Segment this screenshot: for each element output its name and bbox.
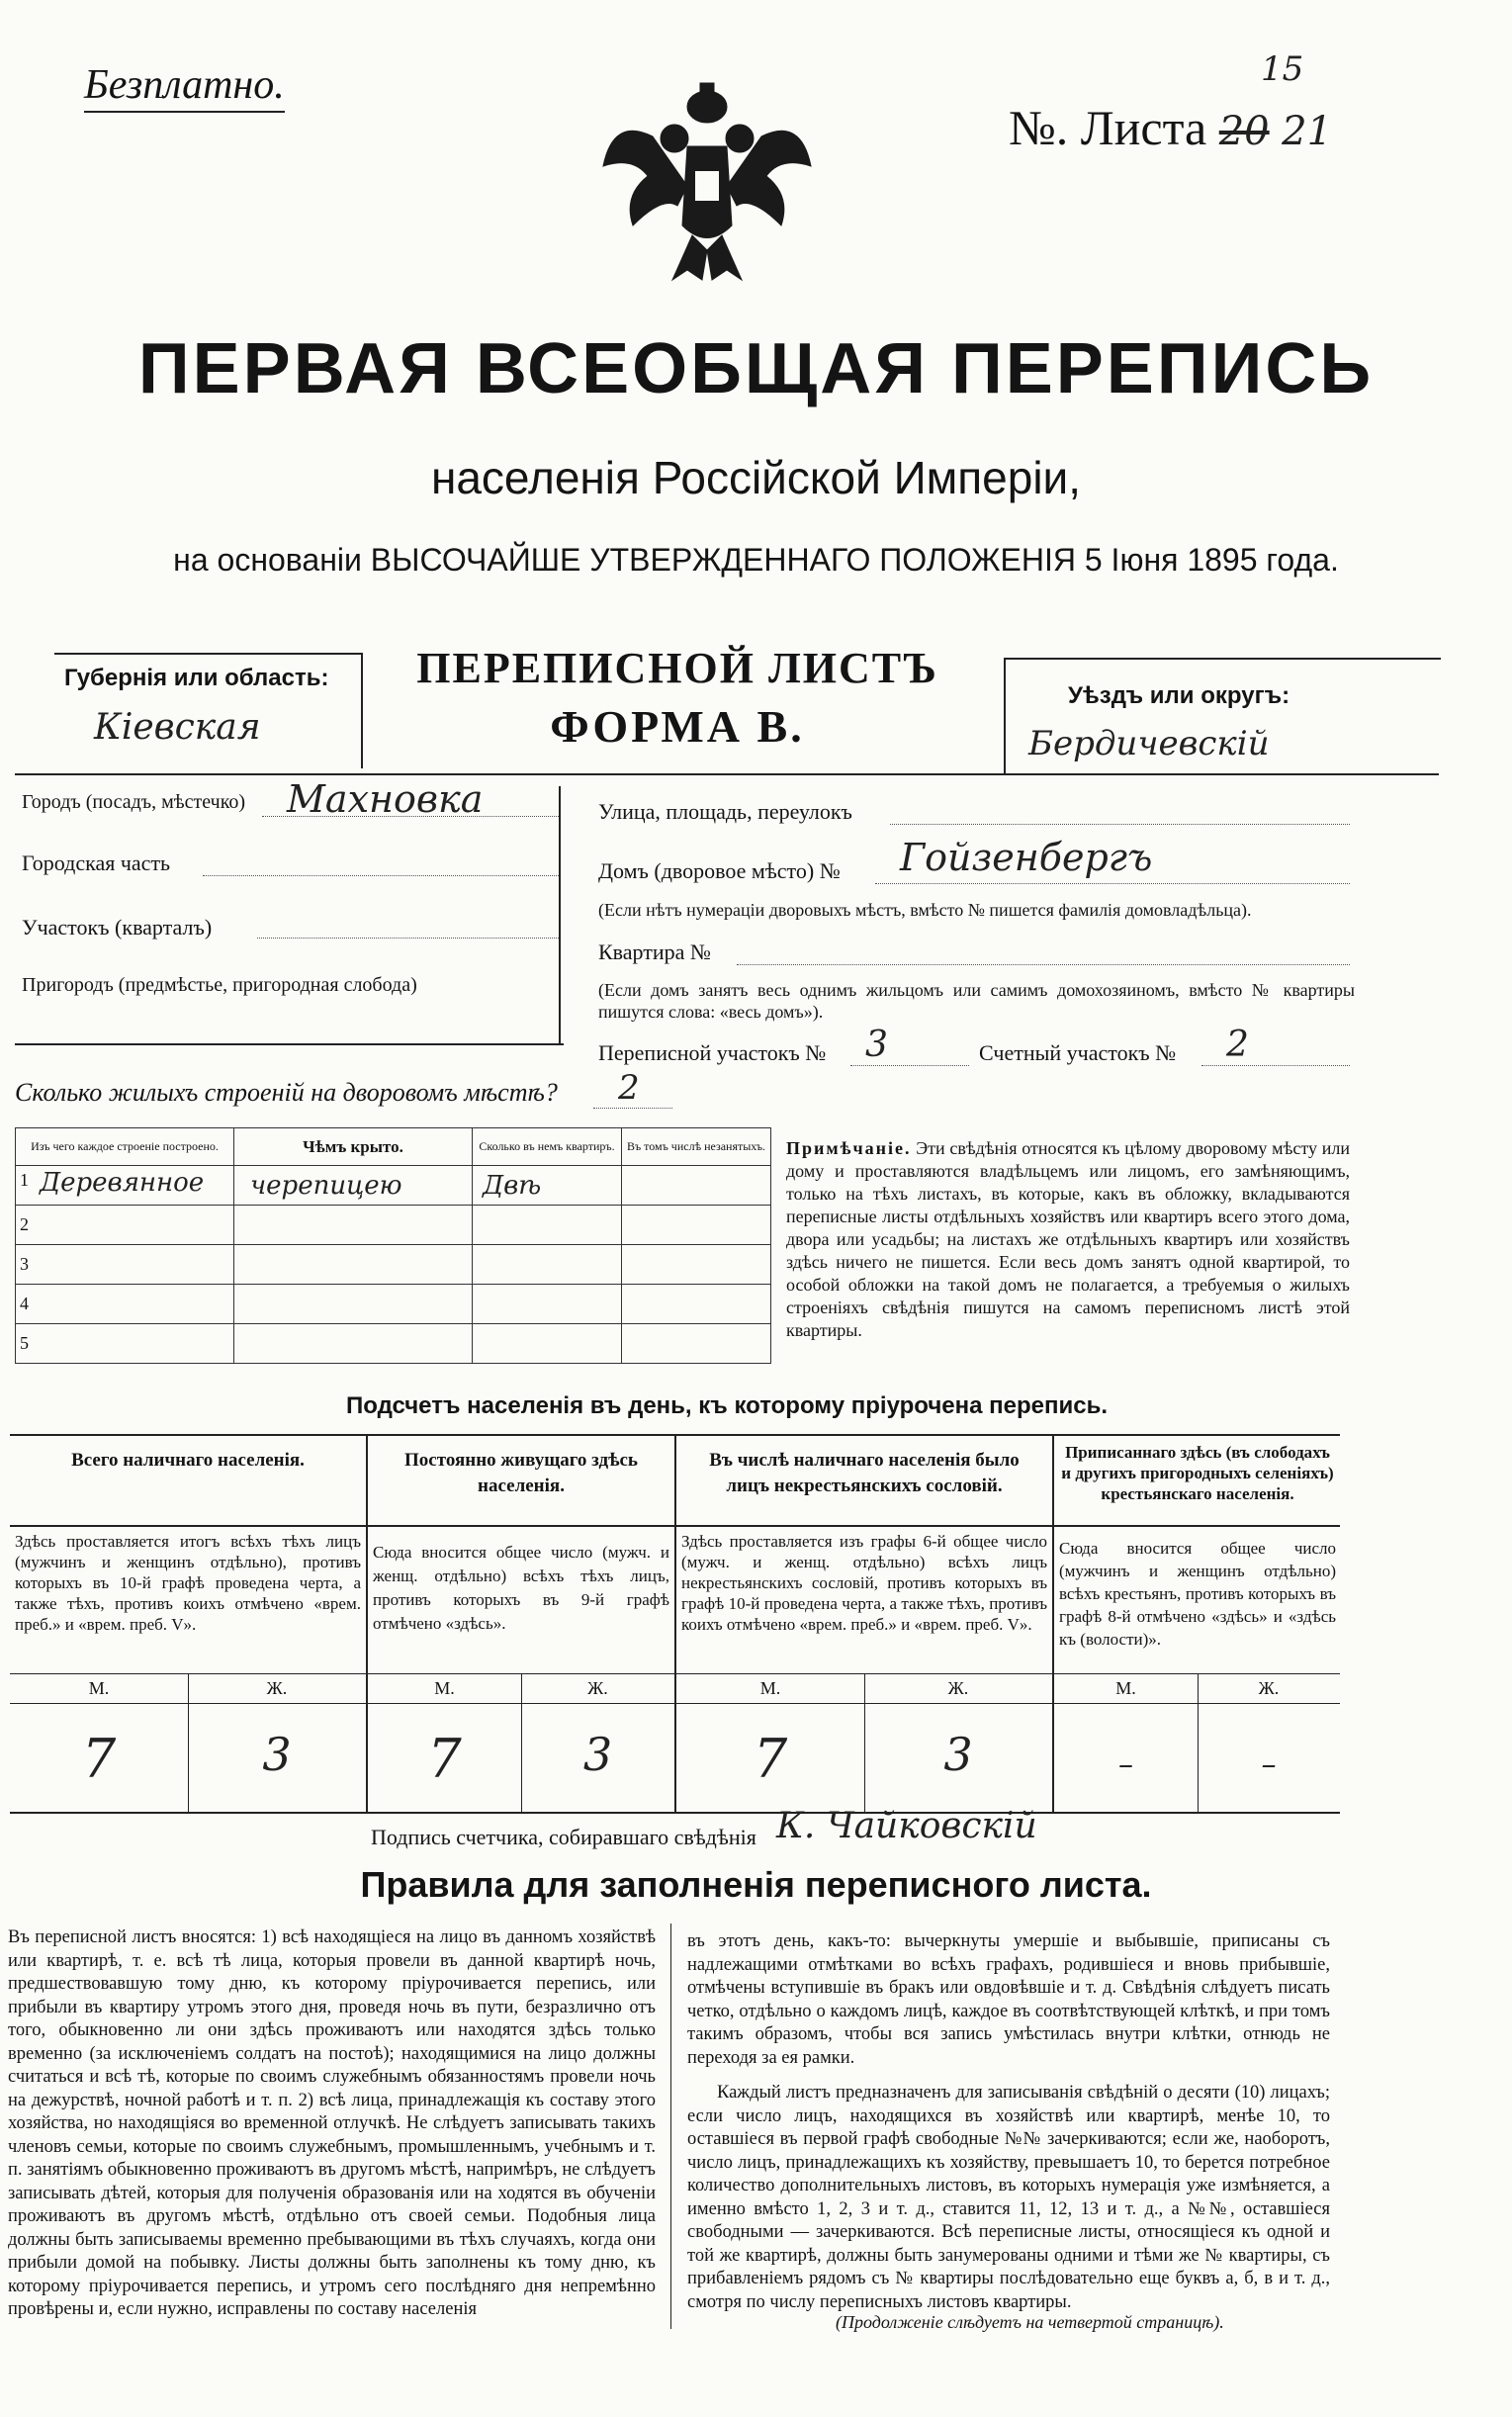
rules-right-column-1: въ этотъ день, какъ-то: вычеркнуты умершіе и выбывшіе, приписаны съ надлежащими отмѣтками во всѣхъ графахъ, родившіеся и вновь прибывшіе, отмѣчены вступившіе въ бракъ или овдовѣвшіе и т. д. Свѣдѣнія слѣдуетъ писать четко, отдѣльно о каждомъ лицѣ, каждое въ соотвѣтствующей клѣткѣ, и при томъ такимъ образомъ, чтобы вся запись умѣстилась внутри клѣтки, отнюдь не переходя за ея рамки. bbox=[687, 1931, 1330, 2068]
pop-col1-f: 3 bbox=[262, 1728, 292, 1781]
rules-continuation: (Продолженіе слѣдуетъ на четвертой страницѣ). bbox=[836, 2312, 1224, 2332]
pop-col4-m: – bbox=[1118, 1747, 1133, 1782]
apartment-note: (Если домъ занятъ весь однимъ жильцомъ или самимъ домохозяиномъ, вмѣсто № квартиры пишутся слова: «весь домъ»). bbox=[598, 980, 1355, 1022]
buildings-question: Сколько жилыхъ строеній на дворовомъ мѣстѣ? bbox=[15, 1078, 558, 1107]
pop-col2-f-label: Ж. bbox=[587, 1678, 608, 1698]
guberniya-value: Кіевская bbox=[94, 707, 261, 748]
row-number: 5 bbox=[16, 1324, 234, 1364]
apartment-label: Квартира № bbox=[598, 940, 711, 964]
pop-col1-m: 7 bbox=[81, 1728, 117, 1790]
buildings-col-material: Изъ чего каждое строеніе построено. bbox=[16, 1128, 234, 1166]
table-row bbox=[16, 1245, 771, 1285]
count-district-value: 2 bbox=[1226, 1025, 1249, 1065]
pop-col2-m-label: М. bbox=[434, 1678, 455, 1698]
row-material: Деревянное bbox=[40, 1168, 205, 1198]
rules-right-column-2: Каждый листъ предназначенъ для записыванія свѣдѣній о десяти (10) лицахъ; если число лицъ, находящихся въ хозяйствѣ или квартирѣ, менѣе 10, то оставшіеся въ первой графѣ свободные №№ зачеркиваются; если же, наоборотъ, число лицъ, принадлежащихъ къ хозяйству, превышаетъ 10, то берется потребное количество дополнительныхъ листовъ, въ которыхъ нумерація уже измѣняется, а именно вмѣсто 1, 2, 3 и т. д., ставится 11, 12, 13 и т. д., а №№, оставшіеся свободными — зачеркиваются. Всѣ переписные листы, относящіеся къ одной и той же квартирѣ, должны быть занумерованы одними и тѣми же № квартиры, съ прибавленіемъ рядомъ съ № квартиры послѣдовательно еще буквъ а, б, в и т. д., смотря по числу переписныхъ листовъ квартиры. bbox=[687, 2083, 1330, 2312]
row-number: 2 bbox=[16, 1206, 234, 1245]
table-row bbox=[16, 1206, 771, 1245]
census-district-label: Переписной участокъ № bbox=[598, 1040, 827, 1065]
table-row bbox=[16, 1285, 771, 1324]
pop-col3-f: 3 bbox=[943, 1728, 973, 1781]
basis-line: на основаніи ВЫСОЧАЙШЕ УТВЕРЖДЕННАГО ПОЛОЖЕНІЯ 5 Іюня 1895 года. bbox=[173, 542, 1339, 578]
sheet-number: 21 bbox=[1282, 109, 1333, 154]
city-value: Махновка bbox=[287, 777, 484, 821]
stamp-number: 15 bbox=[1261, 49, 1304, 89]
sheet-label: №. Листа bbox=[1009, 100, 1207, 155]
free-label: Безплатно. bbox=[84, 61, 285, 113]
buildings-col-vacant: Въ томъ числѣ незанятыхъ. bbox=[622, 1128, 771, 1166]
pop-col1-f-label: Ж. bbox=[266, 1678, 288, 1698]
sheet-title: ПЕРЕПИСНОЙ ЛИСТЪ bbox=[416, 644, 938, 692]
city-label: Городъ (посадъ, мѣстечко) bbox=[22, 791, 246, 813]
row-number: 1 bbox=[20, 1170, 29, 1190]
suburb-label: Пригородъ (предмѣстье, пригородная слобода) bbox=[22, 974, 417, 996]
buildings-col-roof: Чѣмъ крыто. bbox=[234, 1128, 473, 1166]
form-title: ФОРМА В. bbox=[550, 701, 805, 752]
pop-col2-f: 3 bbox=[582, 1728, 613, 1781]
row-apartments: Двѣ bbox=[473, 1166, 622, 1206]
main-title: ПЕРВАЯ ВСЕОБЩАЯ ПЕРЕПИСЬ bbox=[137, 329, 1375, 408]
row-vacant bbox=[622, 1166, 771, 1206]
row-roof: черепицею bbox=[234, 1166, 473, 1206]
pop-col3-m-label: М. bbox=[759, 1678, 781, 1698]
note-text: Эти свѣдѣнія относятся къ цѣлому дворовому мѣсту или дому и проставляются владѣльцемъ или лицомъ, его замѣняющимъ, только на тѣхъ листахъ, въ которые, какъ въ обложку, вкладываются переписные листы отдѣльныхъ хозяйствъ или квартиръ всего этого дома, двора или усадьбы; на листахъ же отдѣльныхъ квартиръ или хозяйствъ здѣсь ничего не пишется. Если весь домъ занятъ одной квартирой, то особой обложки на такой домъ не полагается, а требуемыя о жилыхъ строеніяхъ свѣдѣнія пишутся на самомъ переписномъ листѣ этой квартиры. bbox=[786, 1138, 1350, 1340]
pop-col1-header: Всего наличнаго населенія. bbox=[71, 1450, 305, 1471]
pop-col1-desc: Здѣсь проставляется итогъ всѣхъ тѣхъ лицъ (мужчинъ и женщинъ отдѣльно), противъ которыхъ въ 10-й графѣ проведена черта, а также тѣхъ, противъ коихъ отмѣчено «врем. преб.» и «врем. преб. V». bbox=[15, 1532, 361, 1634]
pop-col2-header: Постоянно живущаго здѣсь населенія. bbox=[404, 1450, 638, 1496]
city-part-label: Городская часть bbox=[22, 850, 171, 875]
pop-col4-f: – bbox=[1261, 1747, 1277, 1782]
buildings-col-apartments: Сколько въ немъ квартиръ. bbox=[473, 1128, 622, 1166]
signature-label: Подпись счетчика, собиравшаго свѣдѣнія bbox=[371, 1825, 756, 1849]
count-district-label: Счетный участокъ № bbox=[979, 1040, 1177, 1065]
table-row bbox=[16, 1166, 771, 1206]
pop-col2-desc: Сюда вносится общее число (мужч. и женщ. отдѣльно) всѣхъ тѣхъ лицъ, противъ которыхъ въ 9-й графѣ отмѣчено «здѣсь». bbox=[373, 1543, 669, 1633]
precinct-label: Участокъ (кварталъ) bbox=[22, 915, 213, 940]
eagle-emblem-icon bbox=[593, 77, 821, 285]
table-row bbox=[16, 1324, 771, 1364]
uezd-label: Уѣздъ или округъ: bbox=[1068, 682, 1290, 709]
pop-col3-header: Въ числѣ наличнаго населенія было лицъ некрестьянскихъ сословій. bbox=[709, 1450, 1020, 1496]
uezd-value: Бердичевскій bbox=[1028, 724, 1270, 763]
guberniya-label: Губернія или область: bbox=[64, 665, 329, 691]
rules-title: Правила для заполненія переписного листа. bbox=[360, 1864, 1152, 1905]
row-number: 3 bbox=[16, 1245, 234, 1285]
sheet-number-label bbox=[1009, 99, 1332, 156]
house-label: Домъ (дворовое мѣсто) № bbox=[598, 858, 841, 883]
sheet-number-struck: 20 bbox=[1218, 109, 1270, 154]
pop-col1-m-label: М. bbox=[88, 1678, 110, 1698]
pop-col4-f-label: Ж. bbox=[1258, 1678, 1280, 1698]
census-district-value: 3 bbox=[865, 1025, 888, 1065]
subtitle: населенія Россійской Имперіи, bbox=[430, 452, 1082, 503]
population-table bbox=[10, 1434, 1340, 1814]
house-note: (Если нѣтъ нумераціи дворовыхъ мѣстъ, вмѣсто № пишется фамилія домовладѣльца). bbox=[598, 900, 1252, 920]
buildings-answer: 2 bbox=[618, 1068, 640, 1108]
pop-col4-header: Приписаннаго здѣсь (въ слободахъ и другихъ пригородныхъ селеніяхъ) крестьянскаго населенія. bbox=[1061, 1443, 1334, 1503]
pop-col3-desc: Здѣсь проставляется изъ графы 6-й общее число (мужч. и женщ. отдѣльно) всѣхъ лицъ некрестьянскихъ сословій, противъ которыхъ въ графѣ 10-й проведена черта, а также тѣхъ, противъ коихъ отмѣчено «врем. преб.» и «врем. преб. V». bbox=[681, 1532, 1047, 1634]
pop-col2-m: 7 bbox=[427, 1728, 462, 1790]
pop-col4-m-label: М. bbox=[1115, 1678, 1136, 1698]
street-label: Улица, площадь, переулокъ bbox=[598, 799, 852, 824]
pop-col3-f-label: Ж. bbox=[947, 1678, 969, 1698]
buildings-table bbox=[15, 1127, 771, 1364]
rules-left-column: Въ переписной листъ вносятся: 1) всѣ находящіеся на лицо въ данномъ хозяйствѣ или квартирѣ, т. е. всѣ тѣ лица, которыя провели въ данной квартирѣ ночь, предшествовавшую тому дню, къ которому пріурочивается перепись, или прибыли въ квартиру утромъ этого дня, проведя ночь въ пути, безразлично отъ того, обыкновенно ли они здѣсь проживаютъ или находятся здѣсь только временно (за исключеніемъ солдатъ на постоѣ); находящимися на лицо должны считаться и всѣ тѣ, которые по своимъ служебнымъ обязанностямъ провели ночь на дежурствѣ, ночной работѣ и т. п. 2) всѣ лица, принадлежащія къ составу этого хозяйства, но находящіяся во временной отлучкѣ. Не слѣдуетъ записывать такихъ членовъ семьи, которые по своимъ служебнымъ, промышленнымъ, учебнымъ и т. п. занятіямъ обыкновенно проживаютъ въ другомъ мѣстѣ, напримѣръ, не слѣдуетъ записывать дѣтей, которыя для полученія образованія или на ходятся въ обученіи проживаютъ въ другомъ мѣстѣ, отдѣльно отъ своей семьи. Подобныя лица должны быть записываемы временно пребывающими въ тѣхъ случаяхъ, когда они прибыли домой на побывку. Листы должны быть заполнены къ тому дню, къ которому пріурочивается перепись, и утромъ сего послѣдняго дня непремѣнно провѣрены и, если нужно, исправлены по составу населенія bbox=[8, 1927, 656, 2319]
population-title: Подсчетъ населенія въ день, къ которому пріурочена перепись. bbox=[346, 1392, 1108, 1419]
house-value: Гойзенбергъ bbox=[900, 836, 1153, 879]
row-number: 4 bbox=[16, 1285, 234, 1324]
note-title: Примѣчаніе. bbox=[786, 1138, 912, 1158]
pop-col4-desc: Сюда вносится общее число (мужчинъ и женщинъ отдѣльно) всѣхъ крестьянъ, противъ которыхъ въ графѣ 8-й отмѣчено «здѣсь» и «здѣсь къ (волости)». bbox=[1059, 1539, 1336, 1649]
signature-value: К. Чайковскій bbox=[776, 1806, 1037, 1846]
buildings-note bbox=[786, 1137, 1350, 1342]
pop-col3-m: 7 bbox=[753, 1728, 788, 1790]
